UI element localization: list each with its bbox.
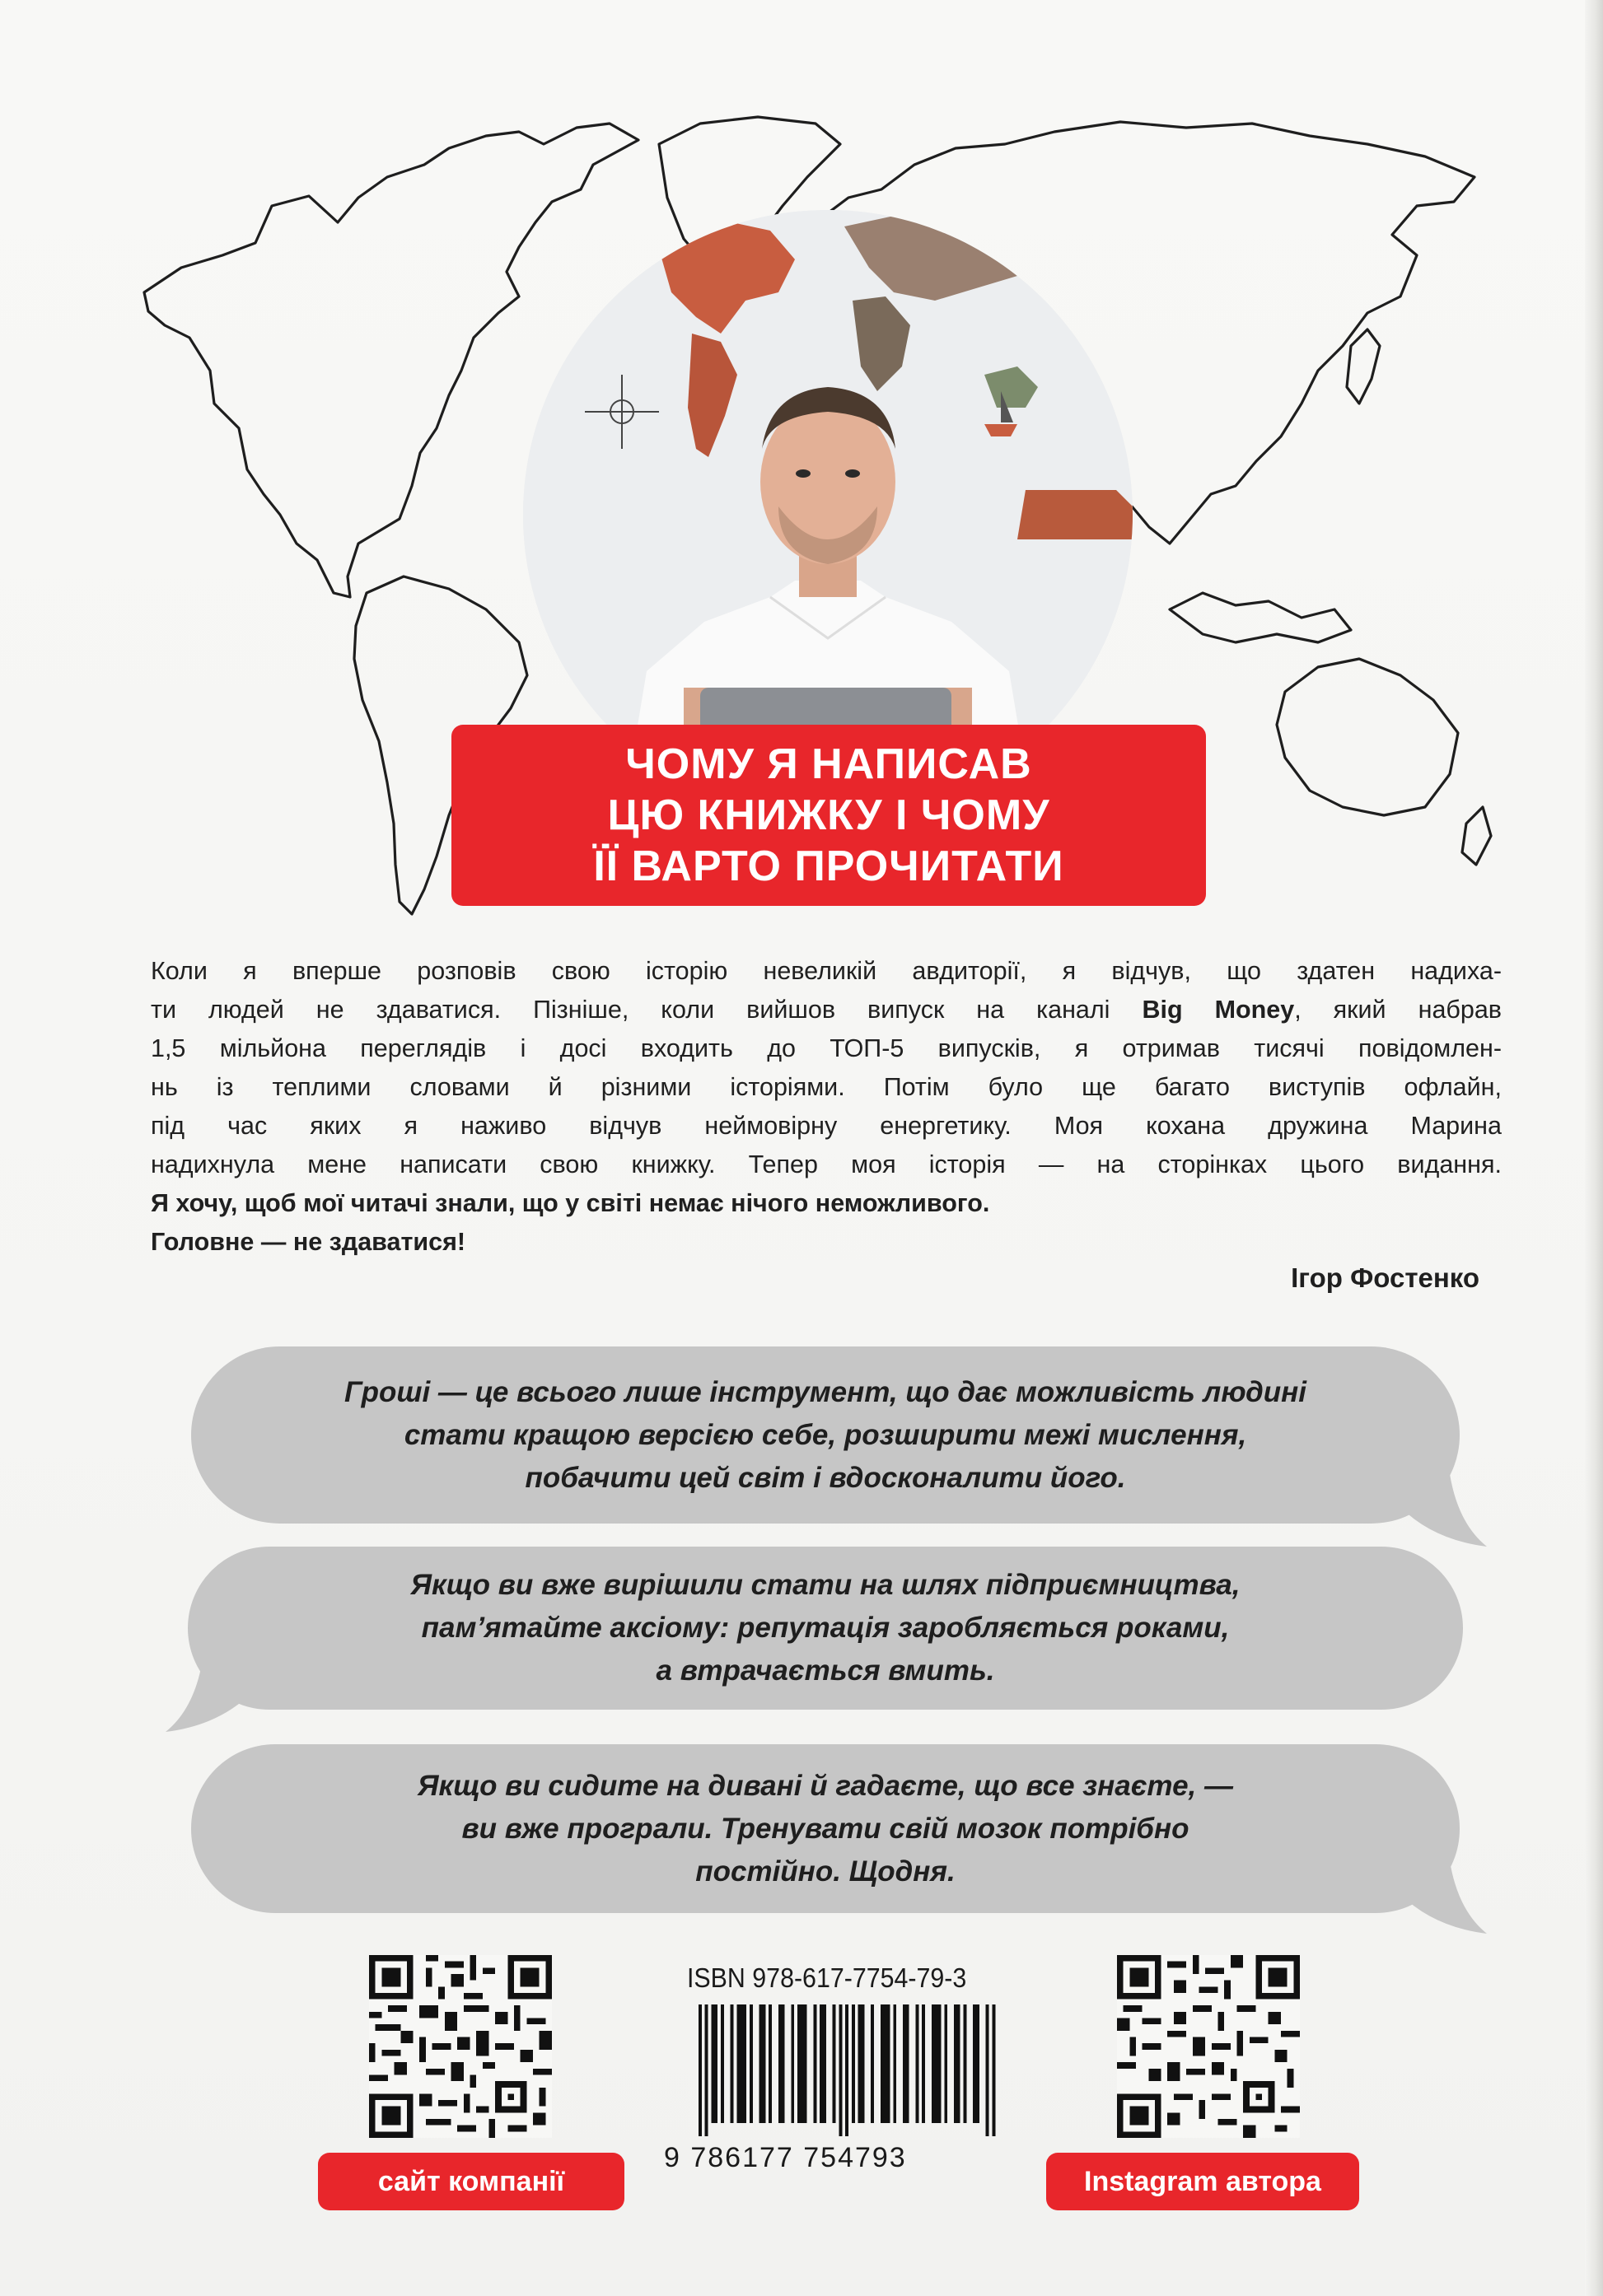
map-new-zealand (1462, 807, 1491, 865)
headline-banner (451, 725, 1206, 906)
ean-digits: 9 786177 754793 (664, 2142, 907, 2173)
intro-line-bold: Я хочу, щоб мої читачі знали, що у світі немає нічого неможливого. (151, 1189, 990, 1217)
qr-code-instagram[interactable] (1117, 1955, 1300, 2138)
author-signature: Ігор Фостенко (1291, 1262, 1479, 1293)
intro-line-bold: Головне — не здаватися! (151, 1228, 466, 1256)
intro-line: Коли я вперше розповів свою історію невеликій авдиторії, я відчув, що здатен надиха- (151, 957, 1502, 985)
quote-line: побачити цей світ і вдосконалити його. (525, 1461, 1126, 1494)
headline-line-3: ЇЇ ВАРТО ПРОЧИТАТИ (593, 842, 1064, 890)
quote-bubble-3 (191, 1744, 1460, 1913)
quote-line: Якщо ви вже вирішили стати на шлях підприємництва, (410, 1569, 1241, 1601)
headline-line-1: ЧОМУ Я НАПИСАВ (625, 740, 1032, 788)
intro-line: 1,5 мільйона переглядів і досі входить до ТОП-5 випусків, я отримав тисячі повідомлен- (151, 1034, 1502, 1062)
intro-text: ти людей не здаватися. Пізніше, коли вийшов випуск на каналі (151, 996, 1143, 1024)
intro-line: нь із теплими словами й різними історіями. Потім було ще багато виступів офлайн, (151, 1073, 1502, 1101)
qr-code-company[interactable] (369, 1955, 552, 2138)
quote-bubble-2 (188, 1547, 1463, 1710)
intro-line (151, 991, 1502, 1029)
quote-bubble-3-tail (1400, 1861, 1491, 1939)
quote-line: Якщо ви сидите на дивані й гадаєте, що все знаєте, — (417, 1769, 1234, 1802)
author-instagram-label[interactable]: Instagram автора (1046, 2153, 1359, 2210)
quote-line: постійно. Щодня. (695, 1855, 956, 1888)
map-indonesia (1170, 593, 1351, 642)
quote-bubble-1-tail (1400, 1474, 1491, 1552)
quote-line: Гроші — це всього лише інструмент, що дає можливість людині (344, 1375, 1307, 1408)
quote-bubble-1 (191, 1346, 1460, 1524)
quote-bubble-2-tail (161, 1659, 252, 1738)
map-japan (1347, 329, 1380, 404)
intro-text: , який набрав (1294, 996, 1503, 1024)
map-australia (1277, 659, 1458, 815)
headline-line-2: ЦЮ КНИЖКУ І ЧОМУ (607, 791, 1050, 839)
company-site-label[interactable]: сайт компанії (318, 2153, 624, 2210)
quote-line: стати кращою версією себе, розширити межі мислення, (404, 1418, 1247, 1451)
quote-line: ви вже програли. Тренувати свій мозок потрібно (461, 1812, 1189, 1845)
intro-line: надихнула мене написати свою книжку. Тепер моя історія — на сторінках цього видання. (151, 1150, 1502, 1178)
cover-edge (1585, 0, 1603, 2296)
quote-line: пам’ятайте аксіому: репутація заробляється роками, (421, 1612, 1230, 1644)
isbn-text: ISBN 978-617-7754-79-3 (687, 1962, 967, 1993)
ean-barcode (699, 2004, 1002, 2136)
channel-name: Big Money (1142, 996, 1295, 1024)
intro-line: під час яких я наживо відчув неймовірну енергетику. Моя кохана дружина Марина (151, 1112, 1502, 1140)
quote-line: а втрачається вмить. (656, 1654, 995, 1687)
intro-paragraph (151, 952, 1502, 1262)
